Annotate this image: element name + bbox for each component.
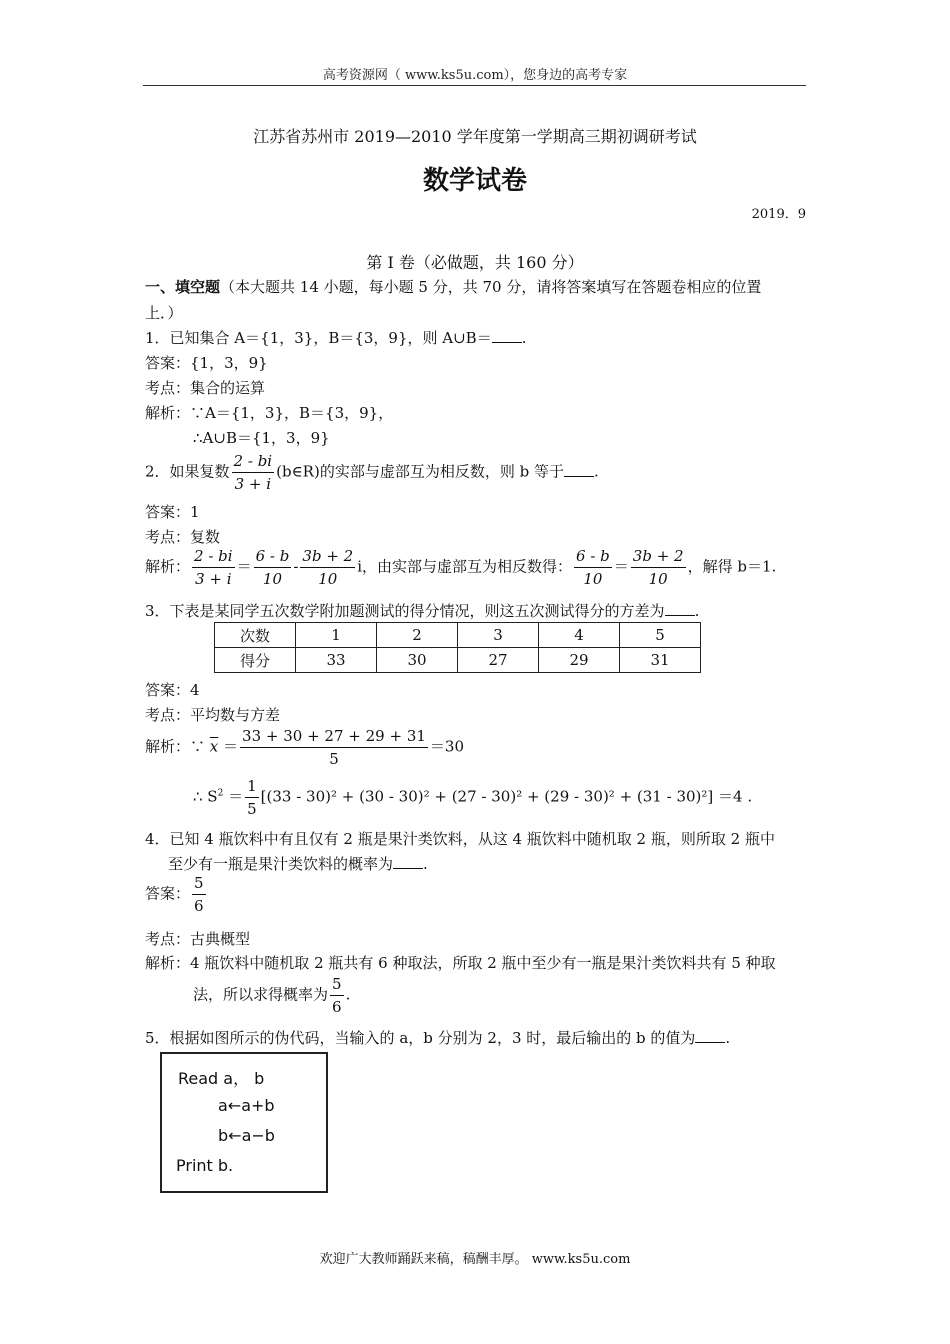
table-cell: 得分 — [215, 648, 296, 673]
answer-blank — [492, 328, 522, 343]
q4-solution: 解析：4 瓶饮料中随机取 2 瓶共有 6 种取法，所取 2 瓶中至少有一瓶是果汁类饮料共有 5 种取 — [145, 954, 776, 972]
var-pre: ∴ S — [193, 787, 218, 806]
frac-den: 10 — [648, 570, 668, 588]
table-cell: 33 — [296, 648, 377, 673]
q3-sol-label: 解析：∵ — [145, 737, 206, 756]
q1-text: 1．已知集合 A＝{1，3}，B＝{3，9}，则 A∪B＝ — [145, 329, 492, 347]
table-cell: 3 — [458, 623, 539, 648]
paper-title: 数学试卷 — [422, 166, 527, 196]
frac-num: 5 — [330, 975, 344, 996]
q2-point: 考点：复数 — [145, 528, 221, 546]
page-header: 高考资源网（ www.ks5u.com），您身边的高考专家 — [322, 68, 628, 83]
table-cell: 31 — [620, 648, 701, 673]
score-table — [214, 622, 701, 673]
question-3: 3．下表是某同学五次数学附加题测试的得分情况，则这五次测试得分的方差为 . — [145, 602, 700, 620]
table-cell: 次数 — [215, 623, 296, 648]
section-desc: （本大题共 14 小题，每小题 5 分，共 70 分，请将答案填写在答题卷相应的位置 — [220, 278, 762, 296]
q2-fraction — [232, 452, 275, 493]
var-fraction — [245, 777, 259, 818]
q2-answer: 答案：1 — [145, 503, 200, 521]
q4-text2: 至少有一瓶是果汁类饮料的概率为 — [168, 855, 394, 873]
q3-variance: ∴ $S^2$ ＝ $\frac{1}{5}$ [(33 - 30)² + (30 - 30)² + (27 - 30)² + (29 - 30)² + (31 - 30)²] ＝4 . — [193, 777, 753, 818]
q1-solution-cont: ∴A∪B＝{1，3，9} — [193, 429, 330, 447]
q3-text: 3．下表是某同学五次数学附加题测试的得分情况，则这五次测试得分的方差为 — [145, 602, 665, 620]
frac-den: 3 + i — [195, 570, 232, 588]
table-row — [215, 648, 701, 673]
frac-num: 2 - bi — [192, 547, 235, 568]
code-line: Read a， b — [178, 1069, 265, 1088]
part-heading: 第 I 卷（必做题，共 160 分） — [366, 253, 584, 272]
answer-blank — [665, 601, 695, 616]
question-4-cont: 至少有一瓶是果汁类饮料的概率为 . — [168, 855, 428, 873]
section-head: 一、填空题 — [145, 278, 221, 296]
page-footer: 欢迎广大教师踊跃来稿，稿酬丰厚。 www.ks5u.com — [319, 1252, 631, 1267]
prob-fraction — [330, 975, 344, 1016]
frac-den: 6 — [332, 998, 342, 1016]
q4-answer-label: 答案： — [145, 884, 191, 903]
q2-solution: 解析： $\frac{2 - bi}{3 + i}$ ＝ $\frac{6 - b}{10}$ - $\frac{3b + 2}{10}$ i，由实部与虚部互为相反数得： $\frac{6 - b}{10}$ ＝ $\frac{3b + 2}{10}$ ，解得 b＝1. — [145, 547, 777, 588]
answer-blank — [695, 1028, 725, 1043]
code-line: b←a−b — [218, 1126, 275, 1145]
exam-title: 江苏省苏州市 2019—2010 学年度第一学期高三期初调研考试 — [253, 127, 697, 146]
frac — [300, 547, 355, 588]
q2-post: (b∈R)的实部与虚部互为相反数，则 b 等于 — [276, 462, 564, 481]
table-cell: 1 — [296, 623, 377, 648]
table-cell: 2 — [377, 623, 458, 648]
frac-den: 6 — [194, 897, 204, 915]
frac-num: 2 - bi — [232, 452, 275, 473]
table-cell: 5 — [620, 623, 701, 648]
frac — [192, 547, 235, 588]
table-row — [215, 623, 701, 648]
frac-den: 10 — [262, 570, 283, 588]
frac-den: 5 — [329, 750, 339, 768]
q2-sol-end: ，解得 b＝1. — [687, 557, 777, 576]
frac-num: 6 - b — [254, 547, 292, 568]
section-desc-cont: 上．） — [145, 304, 183, 322]
mean-fraction — [240, 727, 428, 768]
frac-num: 1 — [245, 777, 259, 798]
q4-solution-cont: 法，所以求得概率为 $\frac{5}{6}$ . — [193, 975, 351, 1016]
pseudo-code-box — [160, 1052, 328, 1193]
q4-sol2: 法，所以求得概率为 — [193, 985, 329, 1004]
q1-answer: 答案：{1，3，9} — [145, 354, 268, 372]
code-line: a←a+b — [218, 1096, 275, 1115]
frac — [574, 547, 612, 588]
q2-sol-mid: i，由实部与虚部互为相反数得： — [357, 557, 573, 576]
answer-blank — [393, 854, 423, 869]
table-cell: 27 — [458, 648, 539, 673]
var-body: [(33 - 30)² + (30 - 30)² + (27 - 30)² + (29 - 30)² + (31 - 30)²] ＝4 . — [260, 787, 753, 806]
frac — [631, 547, 686, 588]
table-cell: 29 — [539, 648, 620, 673]
question-1: 1．已知集合 A＝{1，3}，B＝{3，9}，则 A∪B＝ . — [145, 329, 527, 347]
frac — [254, 547, 292, 588]
q5-text: 5．根据如图所示的伪代码，当输入的 a，b 分别为 2，3 时，最后输出的 b 的值为 — [145, 1029, 696, 1047]
q1-point: 考点：集合的运算 — [145, 379, 266, 397]
code-line: Print b. — [176, 1156, 234, 1175]
q2-pre: 2．如果复数 — [145, 462, 230, 481]
frac-den: 5 — [247, 800, 257, 818]
frac-num: 3b + 2 — [631, 547, 686, 568]
frac-den: 10 — [318, 570, 338, 588]
frac-num: 33 + 30 + 27 + 29 + 31 — [240, 727, 428, 748]
answer-blank — [564, 462, 594, 477]
q3-point: 考点：平均数与方差 — [145, 706, 281, 724]
frac-den: 3 + i — [234, 475, 272, 493]
frac-num: 6 - b — [574, 547, 612, 568]
exam-date: 2019．9 — [751, 207, 806, 222]
answer-fraction — [192, 874, 206, 915]
q3-mean: 解析：∵ $\overline{x}$ ＝ $\frac{33 + 30 + 27 + 29 + 31}{5}$ ＝30 — [145, 727, 464, 768]
question-5: 5．根据如图所示的伪代码，当输入的 a，b 分别为 2，3 时，最后输出的 b 的值为 . — [145, 1029, 731, 1047]
q2-sol-label: 解析： — [145, 557, 191, 576]
header-rule — [143, 85, 806, 86]
question-2: 2．如果复数 $\frac{2 - bi}{3 + i}$ (b∈R)的实部与虚部互为相反数，则 b 等于 . — [145, 452, 599, 493]
q4-answer — [145, 874, 208, 915]
frac-num: 3b + 2 — [300, 547, 355, 568]
section-heading — [145, 276, 761, 297]
q4-point: 考点：古典概型 — [145, 930, 251, 948]
table-cell: 30 — [377, 648, 458, 673]
q1-solution: 解析：∵A＝{1，3}，B＝{3，9}， — [145, 404, 394, 422]
table-cell: 4 — [539, 623, 620, 648]
frac-num: 5 — [192, 874, 206, 895]
q3-answer: 答案：4 — [145, 681, 200, 699]
mean-result: ＝30 — [429, 737, 464, 756]
frac-den: 10 — [583, 570, 603, 588]
question-4: 4．已知 4 瓶饮料中有且仅有 2 瓶是果汁类饮料，从这 4 瓶饮料中随机取 2 瓶，则所取 2 瓶中 — [145, 830, 775, 848]
